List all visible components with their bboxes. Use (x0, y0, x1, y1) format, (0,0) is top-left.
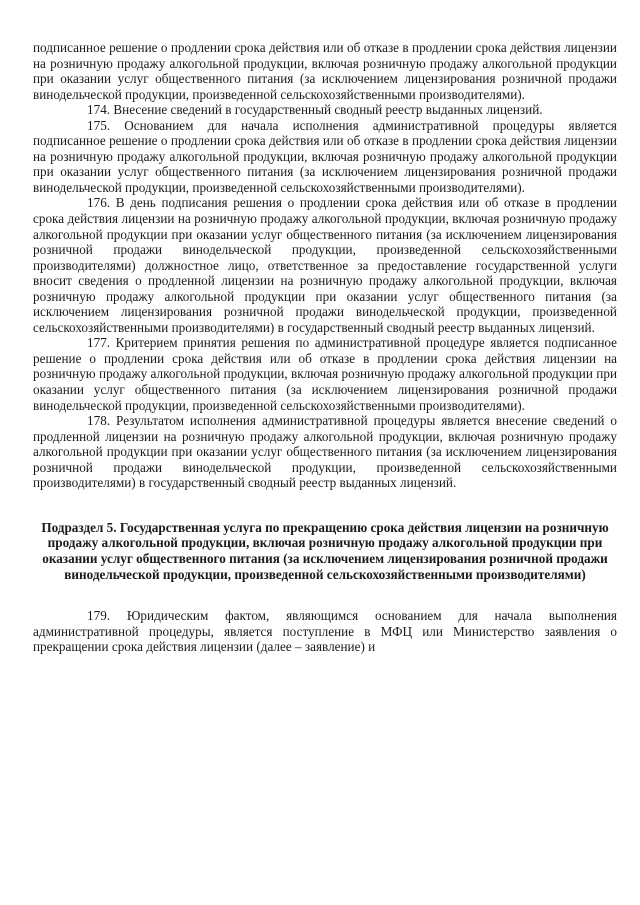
paragraph-178: 178. Результатом исполнения административной процедуры является внесение сведений о продленной лицензии на розничную продажу алкогольной продукции, включая розничную продажу алкогольной продукции при оказании услуг общественного питания (за исключением лицензирования розничной продажи винодельческой продукции, произведенной сельскохозяйственными производителями) в государственный сводный реестр выданных лицензий. (33, 413, 617, 491)
paragraph-177: 177. Критерием принятия решения по административной процедуре является подписанное решение о продлении срока действия или об отказе в продлении срока действия лицензии на розничную продажу алкогольной продукции, включая розничную продажу алкогольной продукции при оказании услуг общественного питания (за исключением лицензирования розничной продажи винодельческой продукции, произведенной сельскохозяйственными производителями). (33, 335, 617, 413)
paragraph-176: 176. В день подписания решения о продлении срока действия или об отказе в продлении срока действия лицензии на розничную продажу алкогольной продукции, включая розничную продажу алкогольной продукции при оказании услуг общественного питания (за исключением лицензирования розничной продажи винодельческой продукции, произведенной сельскохозяйственными производителями) должностное лицо, ответственное за предоставление государственной услуги вносит сведения о продленной лицензии на розничную продажу алкогольной продукции, включая розничную продажу алкогольной продукции при оказании услуг общественного питания (за исключением лицензирования розничной продажи винодельческой продукции, произведенной сельскохозяйственными производителями) в государственный сводный реестр выданных лицензий. (33, 195, 617, 335)
paragraph-179: 179. Юридическим фактом, являющимся основанием для начала выполнения административной процедуры, является поступление в МФЦ или Министерство заявления о прекращении срока действия лицензии (далее – заявление) и (33, 608, 617, 655)
paragraph-175: 175. Основанием для начала исполнения административной процедуры является подписанное решение о продлении срока действия или об отказе в продлении срока действия лицензии на розничную продажу алкогольной продукции, включая розничную продажу алкогольной продукции при оказании услуг общественного питания (за исключением лицензирования розничной продажи винодельческой продукции, произведенной сельскохозяйственными производителями). (33, 117, 617, 195)
document-page (33, 40, 617, 655)
paragraph-174: 174. Внесение сведений в государственный сводный реестр выданных лицензий. (87, 102, 543, 118)
paragraph-continuation: подписанное решение о продлении срока действия или об отказе в продлении срока действия лицензии на розничную продажу алкогольной продукции, включая розничную продажу алкогольной продукции при оказании услуг общественного питания (за исключением лицензирования розничной продажи винодельческой продукции, произведенной сельскохозяйственными производителями). (33, 40, 617, 102)
subsection-heading: Подраздел 5. Государственная услуга по прекращению срока действия лицензии на розничную продажу алкогольной продукции, включая розничную продажу алкогольной продукции при оказании услуг общественного питания (за исключением лицензирования розничной продажи винодельческой продукции, произведенной сельскохозяйственными производителями) (41, 519, 609, 582)
